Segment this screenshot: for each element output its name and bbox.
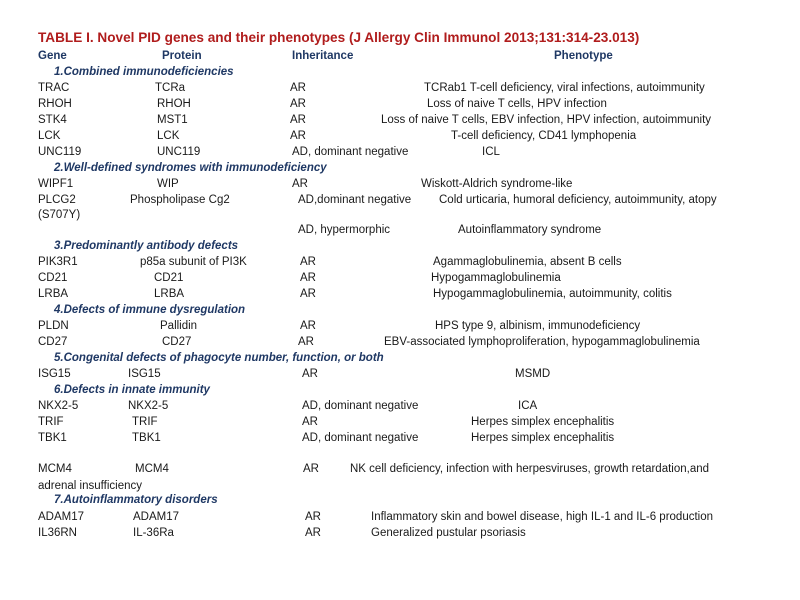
phenotype-cell: ICL — [482, 146, 500, 158]
protein-cell: WIP — [157, 178, 179, 190]
protein-cell: NKX2-5 — [128, 400, 169, 412]
inheritance-cell: AR — [303, 463, 319, 475]
table-row — [0, 463, 800, 480]
gene-cell: UNC119 — [38, 146, 82, 158]
phenotype-cell: Herpes simplex encephalitis — [471, 432, 615, 444]
inheritance-cell: AD,dominant negative — [298, 194, 412, 206]
protein-cell: MST1 — [157, 114, 188, 126]
gene-cell: CD21 — [38, 272, 68, 284]
inheritance-cell: AR — [292, 178, 308, 190]
inheritance-cell: AD, hypermorphic — [298, 224, 391, 236]
gene-cell: ADAM17 — [38, 511, 85, 523]
phenotype-cell: NK cell deficiency, infection with herpesviruses, growth retardation,and — [350, 463, 710, 475]
protein-cell: TCRa — [155, 82, 186, 94]
phenotype-cell: HPS type 9, albinism, immunodeficiency — [435, 320, 641, 332]
phenotype-cell: T-cell deficiency, CD41 lymphopenia — [451, 130, 637, 142]
gene-cell: LCK — [38, 130, 61, 142]
table-row — [0, 400, 800, 417]
gene-cell: RHOH — [38, 98, 72, 110]
section-heading: 7.Autoinflammatory disorders — [54, 494, 218, 506]
protein-cell: IL-36Ra — [133, 527, 174, 539]
inheritance-cell: AR — [290, 82, 306, 94]
gene-cell: PIK3R1 — [38, 256, 78, 268]
gene-cell: WIPF1 — [38, 178, 74, 190]
table-row — [0, 224, 800, 241]
phenotype-cell: Loss of naive T cells, HPV infection — [427, 98, 607, 110]
table-row — [0, 272, 800, 289]
inheritance-cell: AR — [300, 320, 316, 332]
phenotype-cell: Herpes simplex encephalitis — [471, 416, 615, 428]
header-phenotype: Phenotype — [554, 50, 613, 62]
table-row — [0, 82, 800, 99]
gene-cell: PLCG2 — [38, 194, 76, 206]
section-heading: 4.Defects of immune dysregulation — [54, 304, 246, 316]
phenotype-cell: Hypogammaglobulinemia, autoimmunity, colitis — [433, 288, 672, 300]
table-row — [0, 146, 800, 163]
protein-cell: ADAM17 — [133, 511, 180, 523]
protein-cell: p85a subunit of PI3K — [140, 256, 247, 268]
protein-cell: Pallidin — [160, 320, 198, 332]
protein-cell: RHOH — [157, 98, 191, 110]
protein-cell: TBK1 — [132, 432, 161, 444]
inheritance-cell: AR — [300, 272, 316, 284]
inheritance-cell: AD, dominant negative — [302, 432, 419, 444]
gene-cell: CD27 — [38, 336, 68, 348]
section-heading: 6.Defects in innate immunity — [54, 384, 210, 396]
gene-cell: MCM4 — [38, 463, 72, 475]
gene-cell: ISG15 — [38, 368, 71, 380]
table-row — [0, 178, 800, 195]
gene-cell: STK4 — [38, 114, 67, 126]
inheritance-cell: AR — [302, 416, 318, 428]
section-heading: 1.Combined immunodeficiencies — [54, 66, 234, 78]
header-inheritance: Inheritance — [292, 50, 354, 62]
protein-cell: CD27 — [162, 336, 192, 348]
protein-cell: CD21 — [154, 272, 184, 284]
table-row — [0, 256, 800, 273]
phenotype-cell: Agammaglobulinemia, absent B cells — [433, 256, 622, 268]
table-row — [0, 320, 800, 337]
table-row — [0, 368, 800, 385]
table-row — [0, 194, 800, 211]
inheritance-cell: AR — [290, 130, 306, 142]
protein-cell: UNC119 — [157, 146, 201, 158]
phenotype-cell: Inflammatory skin and bowel disease, high IL-1 and IL-6 production — [371, 511, 714, 523]
gene-cell: TBK1 — [38, 432, 67, 444]
header-protein: Protein — [162, 50, 202, 62]
protein-cell: LRBA — [154, 288, 185, 300]
phenotype-continuation: adrenal insufficiency — [38, 480, 142, 492]
inheritance-cell: AD, dominant negative — [302, 400, 419, 412]
table-row — [0, 114, 800, 131]
phenotype-cell: Hypogammaglobulinemia — [431, 272, 561, 284]
inheritance-cell: AD, dominant negative — [292, 146, 409, 158]
inheritance-cell: AR — [302, 368, 318, 380]
inheritance-cell: AR — [300, 256, 316, 268]
phenotype-cell: Cold urticaria, humoral deficiency, autoimmunity, atopy — [439, 194, 717, 206]
table-row — [0, 416, 800, 433]
phenotype-cell: Wiskott-Aldrich syndrome-like — [421, 178, 573, 190]
table-row — [0, 98, 800, 115]
section-heading: 2.Well-defined syndromes with immunodeficiency — [54, 162, 327, 174]
gene-cell: TRAC — [38, 82, 70, 94]
inheritance-cell: AR — [305, 527, 321, 539]
table-row — [0, 130, 800, 147]
gene-cell: PLDN — [38, 320, 69, 332]
phenotype-cell: TCRab1 T-cell deficiency, viral infections, autoimmunity — [424, 82, 705, 94]
header-gene: Gene — [38, 50, 67, 62]
protein-cell: MCM4 — [135, 463, 169, 475]
phenotype-cell: EBV-associated lymphoproliferation, hypogammaglobulinemia — [384, 336, 700, 348]
protein-cell: TRIF — [132, 416, 158, 428]
inheritance-cell: AR — [290, 114, 306, 126]
protein-cell: LCK — [157, 130, 180, 142]
table-row — [0, 288, 800, 305]
phenotype-cell: MSMD — [515, 368, 551, 380]
inheritance-cell: AR — [305, 511, 321, 523]
table-row — [0, 511, 800, 528]
phenotype-continuation: (S707Y) — [38, 209, 81, 221]
phenotype-cell: ICA — [518, 400, 538, 412]
inheritance-cell: AR — [300, 288, 316, 300]
table-row — [0, 432, 800, 449]
phenotype-cell: Loss of naive T cells, EBV infection, HPV infection, autoimmunity — [381, 114, 712, 126]
inheritance-cell: AR — [290, 98, 306, 110]
phenotype-cell: Autoinflammatory syndrome — [458, 224, 602, 236]
phenotype-cell: Generalized pustular psoriasis — [371, 527, 526, 539]
inheritance-cell: AR — [298, 336, 314, 348]
gene-cell: NKX2-5 — [38, 400, 79, 412]
table-row — [0, 527, 800, 544]
section-heading: 3.Predominantly antibody defects — [54, 240, 239, 252]
protein-cell: Phospholipase Cg2 — [130, 194, 230, 206]
protein-cell: ISG15 — [128, 368, 161, 380]
table-row — [0, 336, 800, 353]
section-heading: 5.Congenital defects of phagocyte number, function, or both — [54, 352, 384, 364]
table-title: TABLE I. Novel PID genes and their phenotypes (J Allergy Clin Immunol 2013;131:314-23.013) — [38, 30, 640, 45]
gene-cell: IL36RN — [38, 527, 77, 539]
gene-cell: TRIF — [38, 416, 64, 428]
gene-cell: LRBA — [38, 288, 69, 300]
